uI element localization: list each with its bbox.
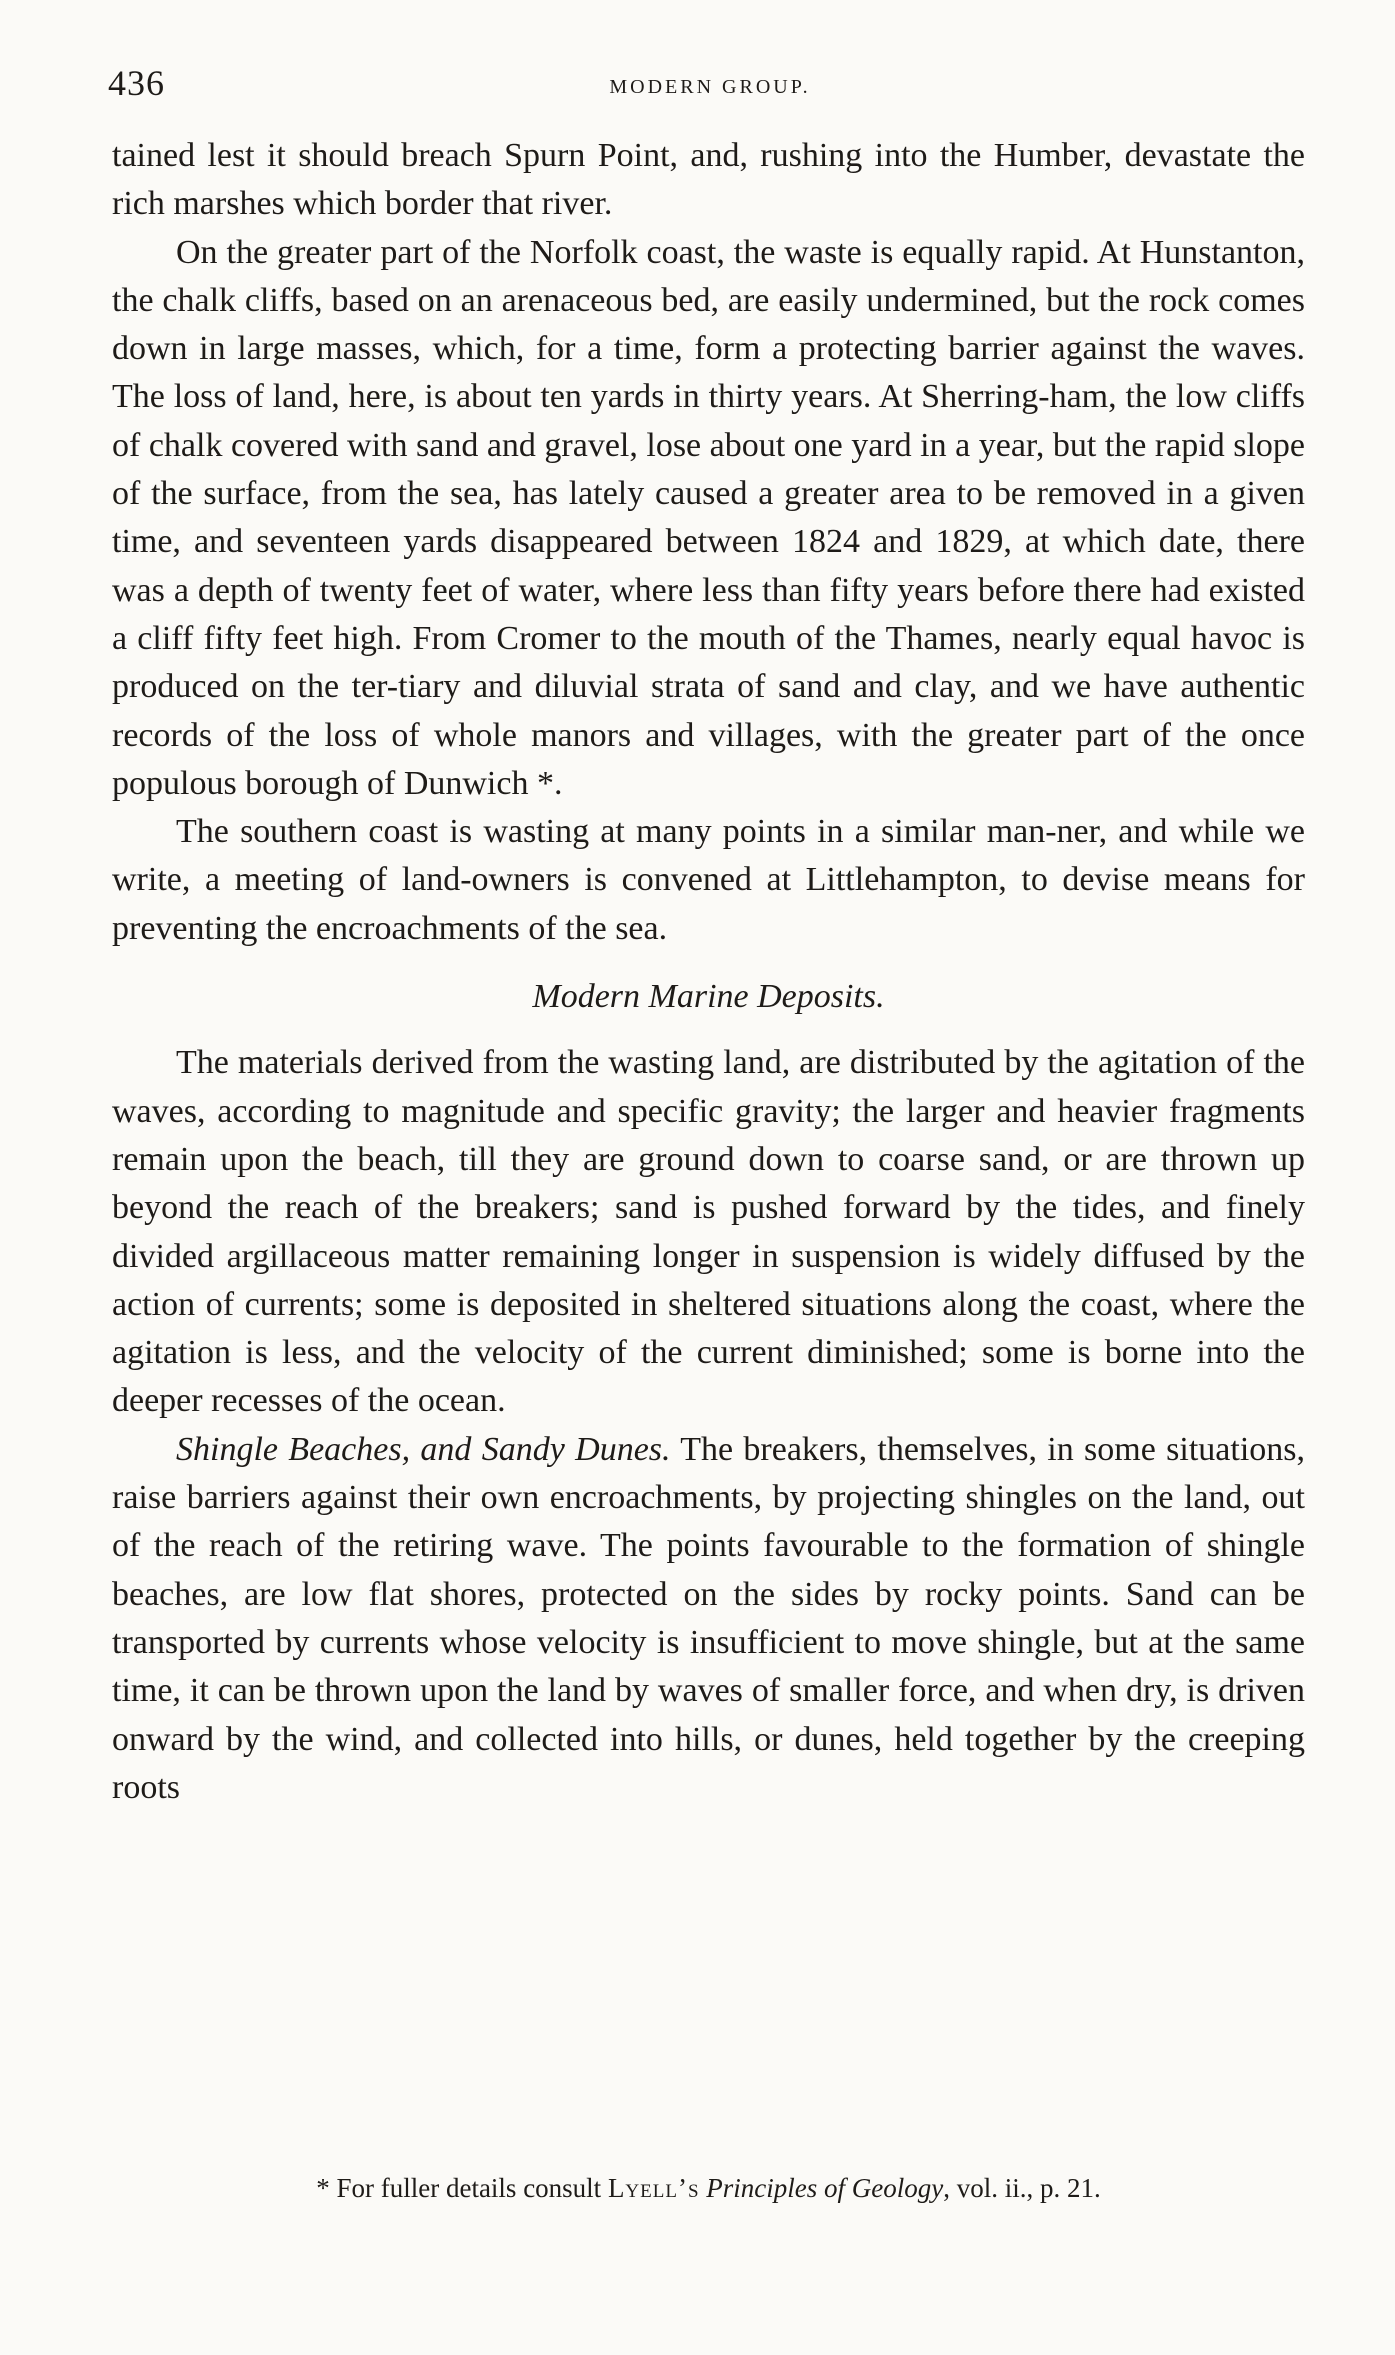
paragraph-norfolk-coast: On the greater part of the Norfolk coast, the waste is equally rapid. At Hunstanton, the chalk cliffs, based on an arenaceous bed, are easily undermined, but the rock comes down in large masses, which, for a time, form a protecting barrier against the waves. The loss of land, here, is about ten yards in thirty years. At Sherring-ham, the low cliffs of chalk covered with sand and gravel, lose about one yard in a year, but the rapid slope of the surface, from the sea, has lately caused a greater area to be removed in a given time, and seventeen yards disappeared between 1824 and 1829, at which date, there was a depth of twenty feet of water, where less than fifty years before there had existed a cliff fifty feet high. From Cromer to the mouth of the Thames, nearly equal havoc is produced on the ter-tiary and diluvial strata of sand and clay, and we have authentic records of the loss of whole manors and villages, with the greater part of the once populous borough of Dunwich *. (112, 233, 1305, 802)
paragraph-marine-deposits (112, 1039, 1305, 1425)
paragraph-southern-coast: The southern coast is wasting at many points in a similar man-ner, and while we write, a meeting of land-owners is convened at Littlehampton, to devise means for preventing the encroachments of the sea. (112, 813, 1305, 947)
footnote-marker: * For fuller details consult (316, 2173, 608, 2203)
footnote (112, 2168, 1305, 2208)
paragraph-shingle-beaches-text: The breakers, themselves, in some situations, raise barriers against their own encroachments, by projecting shingles on the land, out of the reach of the retiring wave. The points favourable to the formation of shingle beaches, are low flat shores, protected on the sides by rocky points. Sand can be transported by currents whose velocity is insufficient to move shingle, but at the same time, it can be thrown upon the land by waves of smaller force, and when dry, is driven onward by the wind, and collected into hills, or dunes, held together by the creeping roots (112, 1430, 1305, 1806)
page-header (108, 58, 1312, 108)
footnote-reference: , vol. ii., p. 21. (943, 2173, 1101, 2203)
paragraph-shingle-beaches (112, 1426, 1305, 1812)
page-number: 436 (108, 63, 165, 103)
paragraph-marine-deposits-text: The materials derived from the wasting land, are distributed by the agitation of the waves, according to magnitude and specific gravity; the larger and heavier fragments remain upon the beach, till they are ground down to coarse sand, or are thrown up beyond the reach of the breakers; sand is pushed forward by the tides, and finely divided argillaceous matter remaining longer in suspension is widely diffused by the action of currents; some is deposited in sheltered situations along the coast, where the agitation is less, and the velocity of the current diminished; some is borne into the deeper recesses of the ocean. (112, 1044, 1305, 1420)
running-head: MODERN GROUP. (609, 76, 811, 98)
section-heading: Modern Marine Deposits. (532, 978, 885, 1016)
run-in-heading: Shingle Beaches, and Sandy Dunes. (176, 1430, 671, 1468)
footnote-author: Lyell’s (607, 2173, 700, 2203)
footnote-title: Principles of Geology (706, 2173, 944, 2203)
paragraph-continued: tained lest it should breach Spurn Point, and, rushing into the Humber, devastate the rich marshes which border that river. (112, 137, 1305, 223)
body-text (112, 132, 1305, 1812)
